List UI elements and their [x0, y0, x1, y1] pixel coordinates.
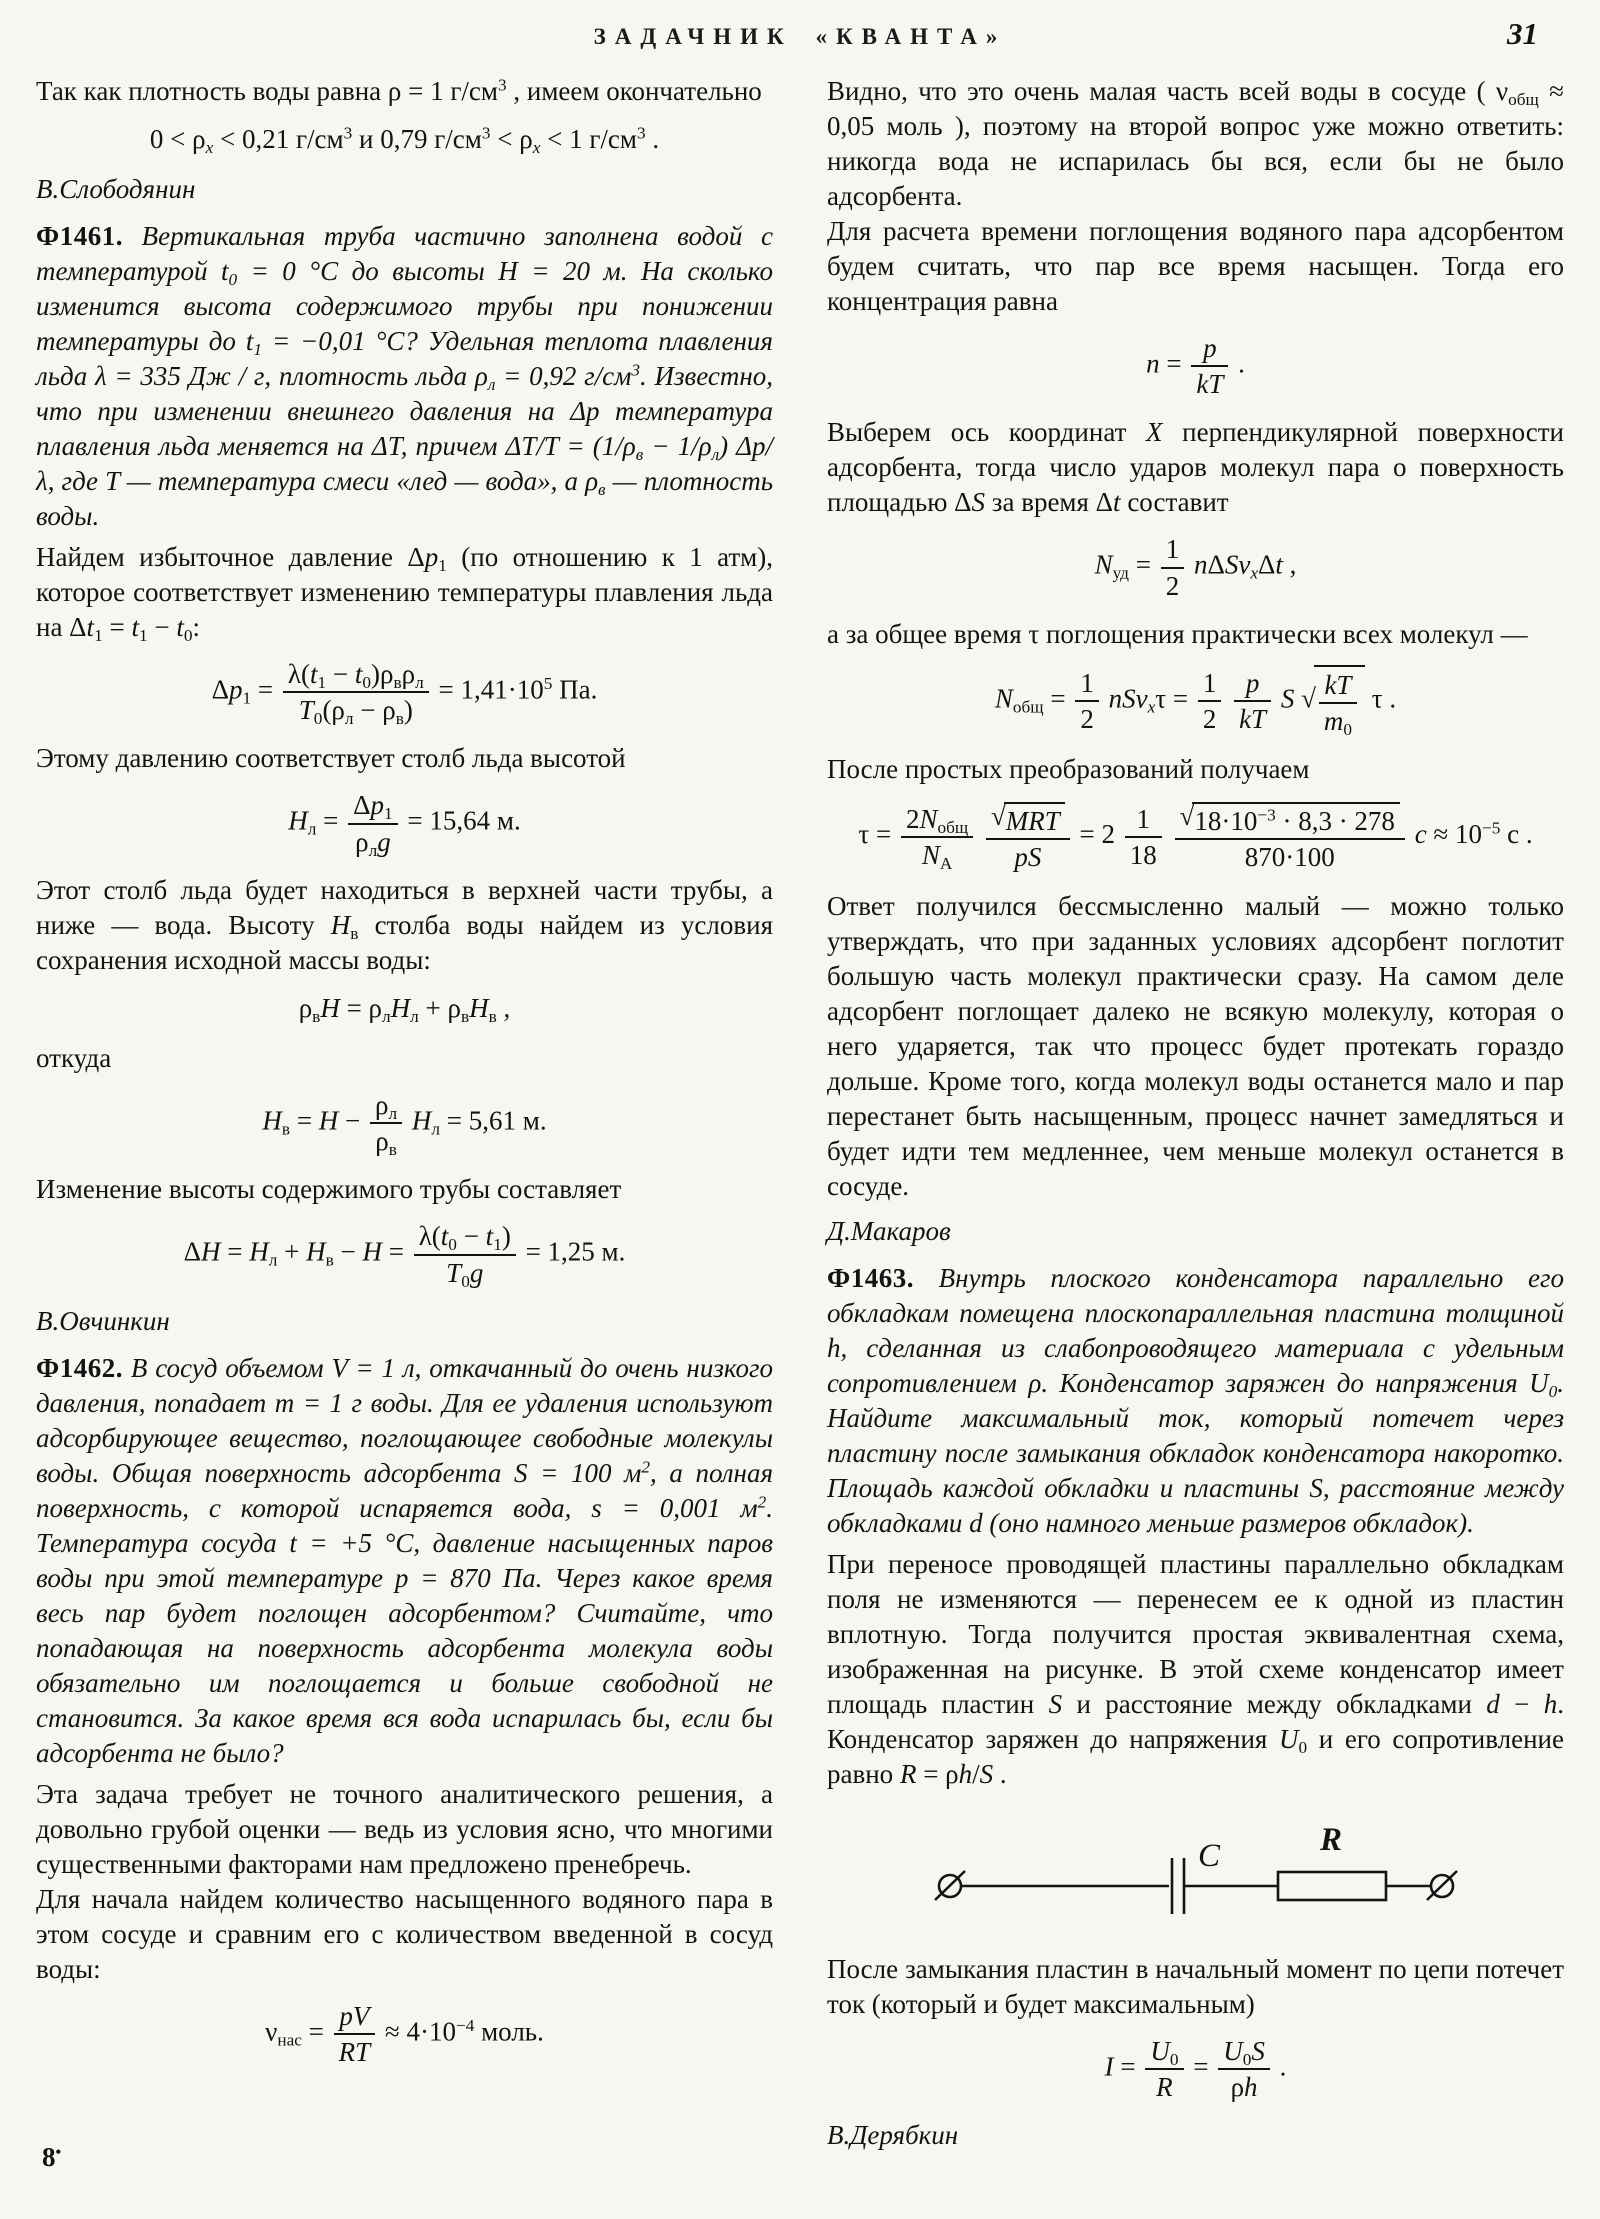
f1463-solution-p1: При переносе проводящей пластины параллельно обкладкам поля не изменяются — перенесем ее к одной из пластин вплотную. Тогда получится простая эквивалентная схема, изображенная на рисунке. В этой схеме конденсатор имеет площадь пластин S и расстояние между обкладками d − h. Конденсатор заряжен до напряжения $U_0$ и его сопротивление равно R = ρh/S . [827, 1548, 1564, 1789]
water-column-height-formula: $H_в = H$ − $\rho_л$ $\rho_в$ $H_л = 5,61$ м. [262, 1089, 547, 1159]
problem-f1463: Ф1463. Внутрь плоского конденсатора параллельно его обкладкам помещена плоскопараллельная пластина толщиной h, сделанная из слабопроводящего материала с удельным сопротивлением ρ. Конденсатор заряжен до напряжения $U_0$. Найдите максимальный ток, который потечет через пластину после замыкания обкладок конденсатора накоротко. Площадь каждой обкладки и пластины S, расстояние между обкладками d (оно намного меньше размеров обкладок). [827, 1262, 1564, 1538]
delta-h-formula: $\Delta H = H_л + H_в - H$ = $\frac{\lambda(t_0 - t_1)}{T_0g}$ = 1,25 м. [183, 1221, 626, 1291]
max-current-formula: I = $\frac{U_0}{R}$ = $\frac{U_0S}{\rho h}$ . [1104, 2035, 1287, 2102]
author-ovchinkin: В.Овчинкин [36, 1305, 170, 1336]
f1462-solution-p4: Для расчета времени поглощения водяного пара адсорбентом будем считать, что пар все время насыщен. Тогда его концентрация равна [827, 216, 1564, 316]
f1461-solution-p1: Найдем избыточное давление $\Delta p_1$ (по отношению к 1 атм), которое соответствует изменению температуры плавления льда на $\Delta t_1 = t_1 - t_0$: [36, 542, 773, 645]
mass-conservation-formula: $\rho_вH = \rho_лH_л + \rho_вH_в$ , [298, 992, 511, 1026]
resistor-label: R [1319, 1821, 1342, 1858]
f1461-solution-p4: Изменение высоты содержимого трубы составляет [36, 1174, 622, 1205]
delta-p1-formula: $\Delta p_1$ = $\lambda(t_1 - t_0)\rho_в\rho_л$ $T_0(\rho_л - \rho_в)$ = $1,41\cdot 10^5$ Па. [211, 659, 598, 729]
author-slobodyanin: В.Слободянин [36, 174, 196, 204]
capacitor-label: C [1197, 1837, 1220, 1874]
page-number: 31 [1507, 16, 1538, 51]
author-deryabkin: В.Дерябкин [827, 2120, 959, 2151]
f1462-solution-p3: Видно, что это очень малая часть всей воды в сосуде ( $\nu_{общ} \approx 0,05$ моль ), поэтому на второй вопрос уже можно ответить: никогда вода не испарилась бы вся, если бы не было адсорбента. [827, 76, 1564, 211]
f1463-solution-p2: После замыкания пластин в начальный момент по цепи потечет ток (который и будет максимальным) [827, 1953, 1564, 2019]
column-right [827, 74, 1564, 2155]
tau-formula: τ = $2N_{общ}$ $N_А$ √MRT pS = 2 $\frac{1}{18}$ $\frac{√18\cdot 10^{-3} \cdot 8,3 \cdot 278}{870\cdot 100}$ $с \approx 10^{-5}$ с . [858, 801, 1533, 873]
terminal-left-icon [935, 1871, 965, 1900]
otkuda-text: откуда [36, 1042, 112, 1073]
f1462-solution-p1: Эта задача требует не точного аналитического решения, а довольно грубой оценки — ведь из условия ясно, что многими существенными факторами нам предложено пренебречь. [36, 1778, 773, 1879]
f1462-solution-p6: а за общее время τ поглощения практически всех молекул — [827, 618, 1528, 649]
page-header-title: ЗАДАЧНИК «КВАНТА» [593, 24, 1007, 49]
f1461-solution-p3: Этот столб льда будет находиться в верхней части трубы, а ниже — вода. Высоту $H_в$ столба воды найдем из условия сохранения исходной массы воды: [36, 874, 773, 975]
density-range-formula: $0 < \rho_x < 0,21$ $г/см^3$ и 0,79 $г/см^3 < \rho_x < 1$ $г/см^3$ . [149, 123, 660, 157]
two-column-layout [36, 74, 1564, 2155]
f1462-solution-p7: После простых преобразований получаем [827, 754, 1310, 785]
ice-column-height-formula: $H_л$ = $\Delta p_1$ $\rho_лg$ = 15,64 м. [288, 790, 521, 860]
concentration-formula: n = $\frac{p}{kT}$ . [1146, 333, 1245, 400]
intro-paragraph: Так как плотность воды равна ρ = 1 $г/см^3$ , имеем окончательно [36, 75, 762, 106]
f1461-solution-p2: Этому давлению соответствует столб льда высотой [36, 743, 626, 774]
terminal-right-icon [1427, 1871, 1457, 1900]
f1462-solution-p8: Ответ получился бессмысленно малый — можно только утверждать, что при заданных условиях адсорбент поглотит большую часть молекул практически сразу. На самом деле адсорбент поглощает далеко не всякую молекулу, которая о него ударяется, так что процесс будет протекать гораздо дольше. Кроме того, когда молекул воды останется мало и пар перестанет быть насыщенным, процесс начнет замедляться и будет идти тем медленнее, чем меньше молекул останется в сосуде. [827, 890, 1564, 1201]
n-obsch-formula: $N_{общ}$ = $\frac{1}{2}$ nSv$_x$τ = $\frac{1}{2}$ $\frac{p}{kT}$ S √ $\frac{kT}{m_0}$ τ . [827, 665, 1564, 737]
f1462-solution-p2: Для начала найдем количество насыщенного водяного пара в этом сосуде и сравним его с количеством введенной в сосуд воды: [36, 1883, 773, 1984]
n-ud-formula: $N_{уд}$ = $\frac{1}{2}$ nΔSv$_x$Δt , [1094, 534, 1297, 601]
nu-saturated-formula: $\nu_{нас}$ = $\frac{pV}{RT}$ ≈ $4\cdot 10^{-4}$ моль. [265, 2000, 544, 2068]
f1462-solution-p5: Выберем ось координат X перпендикулярной поверхности адсорбента, тогда число ударов молекул пара о поверхность площадью ΔS за время Δt составит [827, 417, 1564, 518]
problem-f1461: Ф1461. Вертикальная труба частично заполнена водой с температурой $t_0 = 0$ °C до высоты H = 20 м. На сколько изменится высота содержимого трубы при понижении температуры до $t_1 = -0,01$ °C? Удельная теплота плавления льда λ = 335 Дж / г, плотность льда $\rho_л = 0,92$ $г/см^3$. Известно, что при изменении внешнего давления на Δp температура плавления льда меняется на ΔT, причем $\Delta T/T = (1/\rho_в - 1/\rho_л)$ Δp/λ, где T — температура смеси «лед — вода», а $\rho_в$ — плотность воды. [36, 221, 774, 531]
column-left [36, 74, 773, 2155]
resistor-icon [1278, 1872, 1386, 1900]
problem-f1462: Ф1462. В сосуд объемом V = 1 л, откачанный до очень низкого давления, попадает m = 1 г воды. Для ее удаления используют адсорбирующее вещество, поглощающее свободные молекулы воды. Общая поверхность адсорбента S = 100 $м^2$, а полная поверхность, с которой испаряется вода, s = 0,001 $м^2$. Температура сосуда t = +5 °C, давление насыщенных паров воды при этой температуре p = 870 Па. Через какое время весь пар будет поглощен адсорбентом? Считайте, что попадающая на поверхность адсорбента молекула воды обязательно им поглощается и больше свободной не становится. За какое время вся вода испарилась бы, если бы адсорбента не было? [36, 1352, 774, 1768]
capacitor-icon [1172, 1858, 1184, 1914]
equivalent-circuit-figure [926, 1814, 1466, 1936]
footer-signature-mark: 8• [42, 2142, 62, 2172]
author-makarov: Д.Макаров [827, 1215, 951, 1246]
